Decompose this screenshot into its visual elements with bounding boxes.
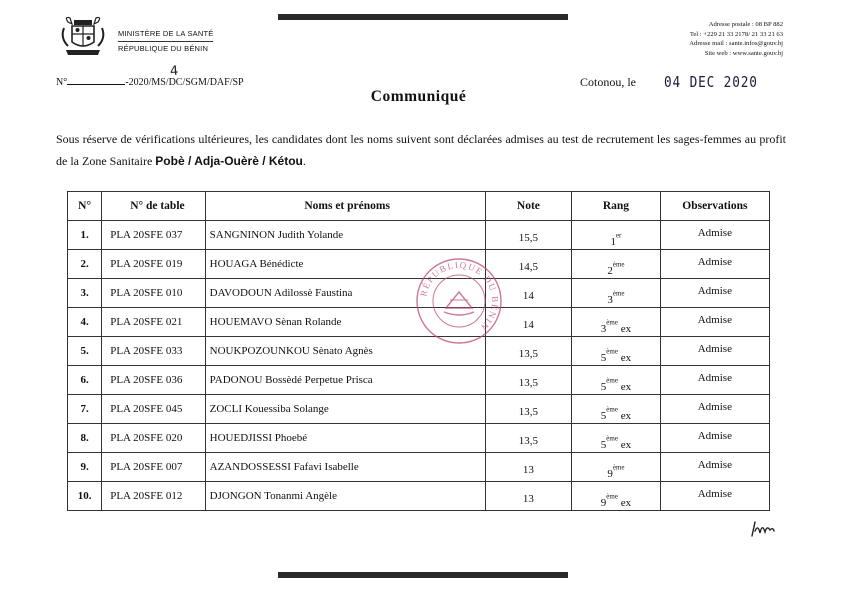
row-table-number: PLA 20SFE 033 (102, 337, 205, 366)
table-row (68, 366, 770, 395)
header-name: Noms et prénoms (205, 192, 485, 221)
row-rank-value (610, 231, 622, 248)
row-rank (572, 395, 661, 424)
row-rank-suffix: ème (606, 376, 618, 385)
row-rank-suffix: ème (606, 492, 618, 501)
row-number: 1. (68, 221, 102, 250)
row-rank-number: 5 (600, 409, 607, 422)
document-title-wrap (0, 88, 841, 106)
website: Site web : www.sante.gouv.bj (704, 49, 783, 57)
row-candidate-name: HOUEMAVO Sènan Rolande (205, 308, 485, 337)
row-rank (572, 366, 661, 395)
row-observation-value: Admise (697, 285, 732, 297)
row-number: 2. (68, 250, 102, 279)
row-observation (660, 453, 769, 482)
row-note-value: 14,5 (518, 261, 539, 273)
row-table-number: PLA 20SFE 021 (102, 308, 205, 337)
row-note (485, 221, 572, 250)
date-stamp: 04 DEC 2020 (664, 73, 758, 91)
row-rank-value (607, 260, 625, 277)
row-rank (572, 279, 661, 308)
header-table-number: N° de table (102, 192, 205, 221)
row-rank-value (600, 492, 632, 509)
row-note (485, 453, 572, 482)
table-row (68, 424, 770, 453)
row-rank-ex: ex (617, 409, 632, 422)
row-rank-suffix: ème (606, 318, 618, 327)
row-table-number: PLA 20SFE 019 (102, 250, 205, 279)
row-rank (572, 308, 661, 337)
row-rank-suffix: ème (612, 289, 625, 298)
row-note-value: 13,5 (518, 377, 539, 389)
row-candidate-name: AZANDOSSESSI Fafavi Isabelle (205, 453, 485, 482)
row-rank-suffix: er (615, 231, 622, 240)
row-note (485, 424, 572, 453)
header-observations: Observations (660, 192, 769, 221)
row-number: 6. (68, 366, 102, 395)
table-row (68, 453, 770, 482)
row-rank (572, 453, 661, 482)
row-table-number: PLA 20SFE 007 (102, 453, 205, 482)
row-rank-ex: ex (617, 322, 632, 335)
row-rank-number: 3 (607, 293, 613, 306)
row-rank-number: 2 (607, 264, 613, 277)
header-no: N° (68, 192, 102, 221)
row-note-value: 14 (522, 290, 534, 302)
row-observation-value: Admise (697, 488, 732, 500)
handwritten-mark: 4 (169, 63, 179, 80)
row-observation (660, 221, 769, 250)
row-note (485, 482, 572, 511)
row-rank-ex: ex (617, 380, 632, 393)
row-rank-ex: ex (617, 351, 632, 364)
row-rank (572, 337, 661, 366)
row-rank-number: 5 (600, 438, 607, 451)
coat-of-arms-icon (58, 14, 108, 58)
row-observation-value: Admise (697, 227, 732, 239)
row-candidate-name: ZOCLI Kouessiba Solange (205, 395, 485, 424)
row-observation-value: Admise (697, 401, 732, 413)
row-number: 9. (68, 453, 102, 482)
row-rank-suffix: ème (606, 434, 618, 443)
row-rank (572, 482, 661, 511)
signature-scribble (749, 519, 777, 539)
row-rank-number: 3 (600, 322, 607, 335)
row-rank-ex: ex (617, 438, 632, 451)
table-row (68, 482, 770, 511)
row-number: 8. (68, 424, 102, 453)
contact-block (553, 20, 783, 58)
intro-text: Sous réserve de vérifications ultérieures, les candidates dont les noms suivent sont déclarées admises au test de recrutement les sages-femmes au profit de la Zone Sanitaire (56, 132, 786, 168)
row-note-value: 15,5 (518, 232, 539, 244)
row-rank-value (600, 318, 632, 335)
row-rank (572, 424, 661, 453)
row-observation-value: Admise (697, 430, 732, 442)
row-number: 5. (68, 337, 102, 366)
row-note-value: 14 (522, 319, 534, 331)
row-rank-value (600, 376, 632, 393)
row-note-value: 13 (522, 464, 534, 476)
row-table-number: PLA 20SFE 012 (102, 482, 205, 511)
row-rank-number: 1 (610, 235, 616, 248)
row-note-value: 13,5 (518, 348, 539, 360)
row-candidate-name: HOUEDJISSI Phoebé (205, 424, 485, 453)
row-rank-number: 5 (600, 351, 607, 364)
row-rank-number: 9 (607, 467, 613, 480)
row-observation (660, 250, 769, 279)
header-rank: Rang (572, 192, 661, 221)
stamp-text: RÉPUBLIQUE DU BÉNIN (418, 259, 501, 334)
intro-end: . (302, 154, 306, 168)
postal-address: Adresse postale : 08 BP 882 (708, 21, 783, 28)
row-observation (660, 395, 769, 424)
row-rank (572, 250, 661, 279)
official-seal-stamp (414, 256, 504, 346)
row-observation-value: Admise (697, 372, 732, 384)
row-rank-number: 9 (600, 496, 607, 509)
row-number: 4. (68, 308, 102, 337)
reference-suffix: -2020/MS/DC/SGM/DAF/SP (125, 77, 244, 88)
row-note-value: 13 (522, 493, 534, 505)
results-table (67, 191, 770, 511)
row-table-number: PLA 20SFE 036 (102, 366, 205, 395)
table-row (68, 221, 770, 250)
row-number: 10. (68, 482, 102, 511)
row-rank-ex: ex (617, 496, 632, 509)
email-address: Adresse mail : sante.infos@gouv.bj (689, 40, 783, 47)
reference-number (56, 75, 244, 88)
row-note-value: 13,5 (518, 435, 539, 447)
table-row (68, 395, 770, 424)
intro-paragraph (56, 128, 786, 172)
bottom-decorative-bar (278, 572, 568, 578)
row-note (485, 366, 572, 395)
row-observation (660, 482, 769, 511)
row-observation (660, 424, 769, 453)
top-decorative-bar (278, 14, 568, 20)
reference-prefix: N° (56, 77, 68, 88)
row-rank-suffix: ème (612, 260, 625, 269)
row-table-number: PLA 20SFE 037 (102, 221, 205, 250)
row-rank-value (600, 434, 632, 451)
row-number: 7. (68, 395, 102, 424)
row-rank-number: 5 (600, 380, 607, 393)
row-rank-suffix: ème (606, 405, 618, 414)
row-candidate-name: PADONOU Bossèdé Perpetue Prisca (205, 366, 485, 395)
row-observation-value: Admise (697, 256, 732, 268)
row-note-value: 13,5 (518, 406, 539, 418)
row-note (485, 395, 572, 424)
header-note: Note (485, 192, 572, 221)
republic-name: RÉPUBLIQUE DU BÉNIN (118, 44, 209, 53)
ministry-block (118, 27, 213, 55)
row-candidate-name: SANGNINON Judith Yolande (205, 221, 485, 250)
row-rank-value (607, 289, 625, 306)
row-candidate-name: HOUAGA Bénédicte (205, 250, 485, 279)
row-number: 3. (68, 279, 102, 308)
row-candidate-name: DJONGON Tonanmi Angèle (205, 482, 485, 511)
zone-name: Pobè / Adja-Ouèrè / Kétou (155, 154, 303, 168)
row-rank-value (607, 463, 625, 480)
row-table-number: PLA 20SFE 045 (102, 395, 205, 424)
place-label: Cotonou, le (580, 75, 636, 89)
phone-numbers: Tel : +229 21 33 2178/ 21 33 21 63 (689, 30, 783, 38)
row-observation-value: Admise (697, 343, 732, 355)
row-observation (660, 279, 769, 308)
row-candidate-name: NOUKPOZOUNKOU Sènato Agnès (205, 337, 485, 366)
row-rank-value (600, 405, 632, 422)
row-observation-value: Admise (697, 314, 732, 326)
row-observation (660, 337, 769, 366)
row-table-number: PLA 20SFE 020 (102, 424, 205, 453)
row-rank-suffix: ème (612, 463, 625, 472)
row-observation-value: Admise (697, 459, 732, 471)
row-candidate-name: DAVODOUN Adilossè Faustina (205, 279, 485, 308)
reference-blank (67, 75, 125, 85)
row-table-number: PLA 20SFE 010 (102, 279, 205, 308)
document-title: Communiqué (370, 88, 467, 105)
row-rank (572, 221, 661, 250)
row-observation (660, 366, 769, 395)
row-rank-value (600, 347, 632, 364)
row-rank-suffix: ème (606, 347, 618, 356)
ministry-name: MINISTÈRE DE LA SANTÉ (118, 27, 213, 42)
table-header-row (68, 192, 770, 221)
row-observation (660, 308, 769, 337)
